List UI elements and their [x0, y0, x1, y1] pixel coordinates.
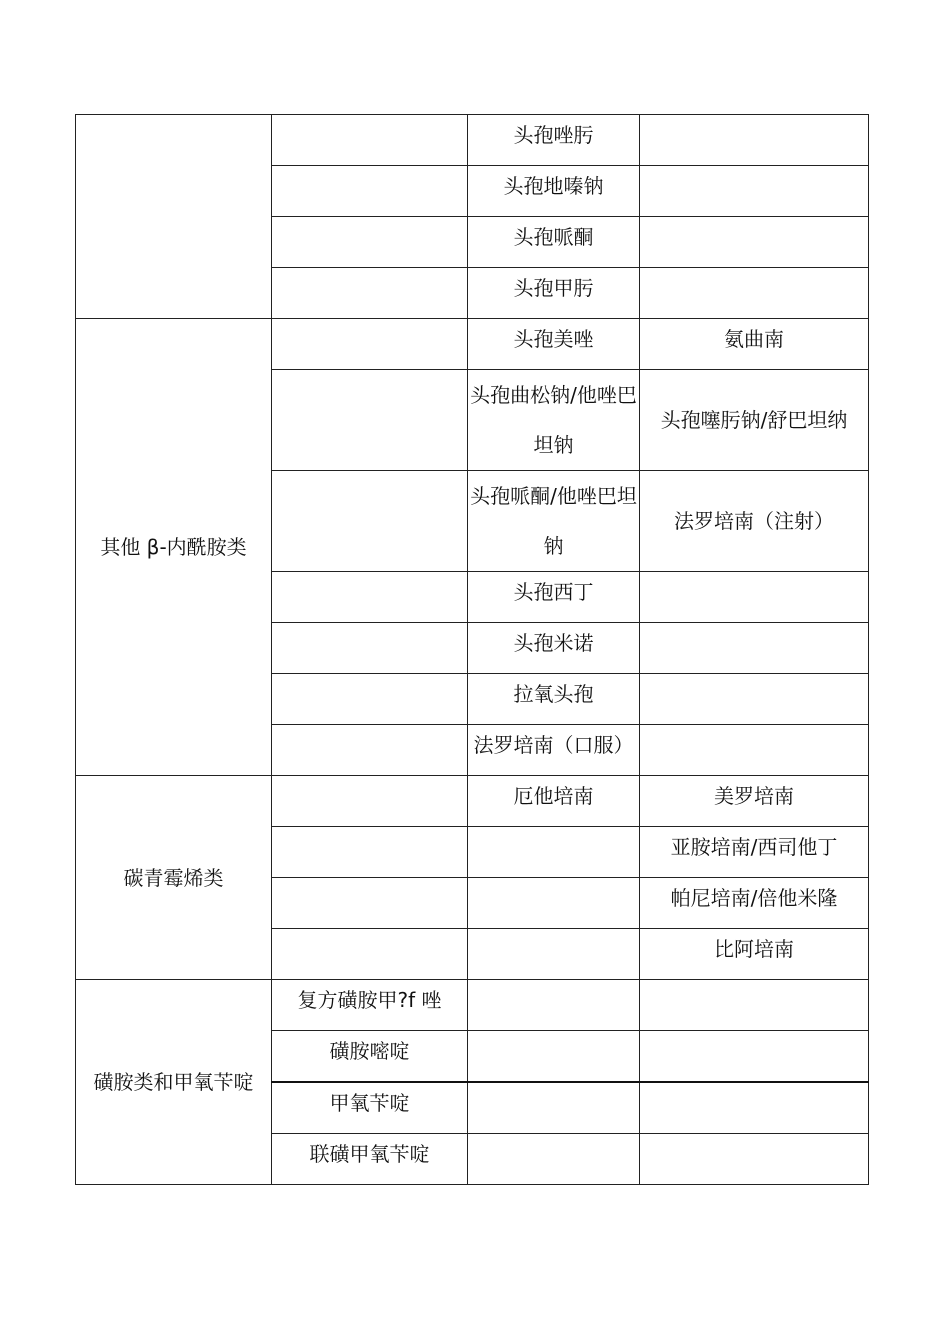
table-cell [272, 319, 468, 370]
table-cell [468, 1082, 640, 1134]
drug-name-cell: 法罗培南（注射） [640, 471, 869, 572]
drug-name-cell: 头孢噻肟钠/舒巴坦纳 [640, 370, 869, 471]
table-cell [468, 929, 640, 980]
table-cell [272, 370, 468, 471]
drug-name-cell: 甲氧苄啶 [272, 1082, 468, 1134]
table-cell [272, 776, 468, 827]
drug-name-cell: 亚胺培南/西司他丁 [640, 827, 869, 878]
table-cell [272, 572, 468, 623]
table-cell [468, 980, 640, 1031]
drug-name-cell: 头孢美唑 [468, 319, 640, 370]
table-cell [272, 115, 468, 166]
table-cell [272, 471, 468, 572]
table-cell [272, 929, 468, 980]
drug-name-cell: 帕尼培南/倍他米隆 [640, 878, 869, 929]
drug-name-cell: 头孢曲松钠/他唑巴坦钠 [468, 370, 640, 471]
drug-name-cell: 联磺甲氧苄啶 [272, 1134, 468, 1185]
table-cell [640, 1082, 869, 1134]
category-cell: 磺胺类和甲氧苄啶 [76, 980, 272, 1185]
drug-name-cell: 比阿培南 [640, 929, 869, 980]
drug-name-cell: 头孢唑肟 [468, 115, 640, 166]
table-row [76, 980, 869, 1031]
table-row [76, 776, 869, 827]
table-cell [640, 217, 869, 268]
table-cell [468, 878, 640, 929]
table-cell [640, 115, 869, 166]
drug-classification-table [75, 114, 869, 1185]
table-cell [640, 980, 869, 1031]
drug-name-cell: 氨曲南 [640, 319, 869, 370]
table-cell [468, 827, 640, 878]
category-cell: 碳青霉烯类 [76, 776, 272, 980]
table-cell [640, 572, 869, 623]
drug-name-cell: 厄他培南 [468, 776, 640, 827]
drug-name-cell: 头孢地嗪钠 [468, 166, 640, 217]
table-cell [272, 217, 468, 268]
drug-name-cell: 头孢甲肟 [468, 268, 640, 319]
table-cell [640, 1134, 869, 1185]
table-cell [468, 1031, 640, 1083]
drug-name-cell: 头孢米诺 [468, 623, 640, 674]
table-cell [272, 725, 468, 776]
drug-name-cell: 头孢哌酮/他唑巴坦钠 [468, 471, 640, 572]
table-cell [640, 725, 869, 776]
table-cell [272, 827, 468, 878]
drug-name-cell: 复方磺胺甲?f 唑 [272, 980, 468, 1031]
table-cell [640, 166, 869, 217]
drug-name-cell: 拉氧头孢 [468, 674, 640, 725]
drug-name-cell: 法罗培南（口服） [468, 725, 640, 776]
table-cell [468, 1134, 640, 1185]
drug-name-cell: 头孢西丁 [468, 572, 640, 623]
drug-name-cell: 磺胺嘧啶 [272, 1031, 468, 1083]
table-cell [272, 166, 468, 217]
drug-name-cell: 美罗培南 [640, 776, 869, 827]
table-row [76, 319, 869, 370]
table-cell [640, 623, 869, 674]
table-cell [640, 268, 869, 319]
table-cell [272, 674, 468, 725]
category-cell [76, 115, 272, 319]
category-cell: 其他 β-内酰胺类 [76, 319, 272, 776]
table-cell [272, 623, 468, 674]
table-cell [640, 674, 869, 725]
table-cell [640, 1031, 869, 1083]
drug-name-cell: 头孢哌酮 [468, 217, 640, 268]
table-row [76, 115, 869, 166]
table-cell [272, 878, 468, 929]
table-cell [272, 268, 468, 319]
